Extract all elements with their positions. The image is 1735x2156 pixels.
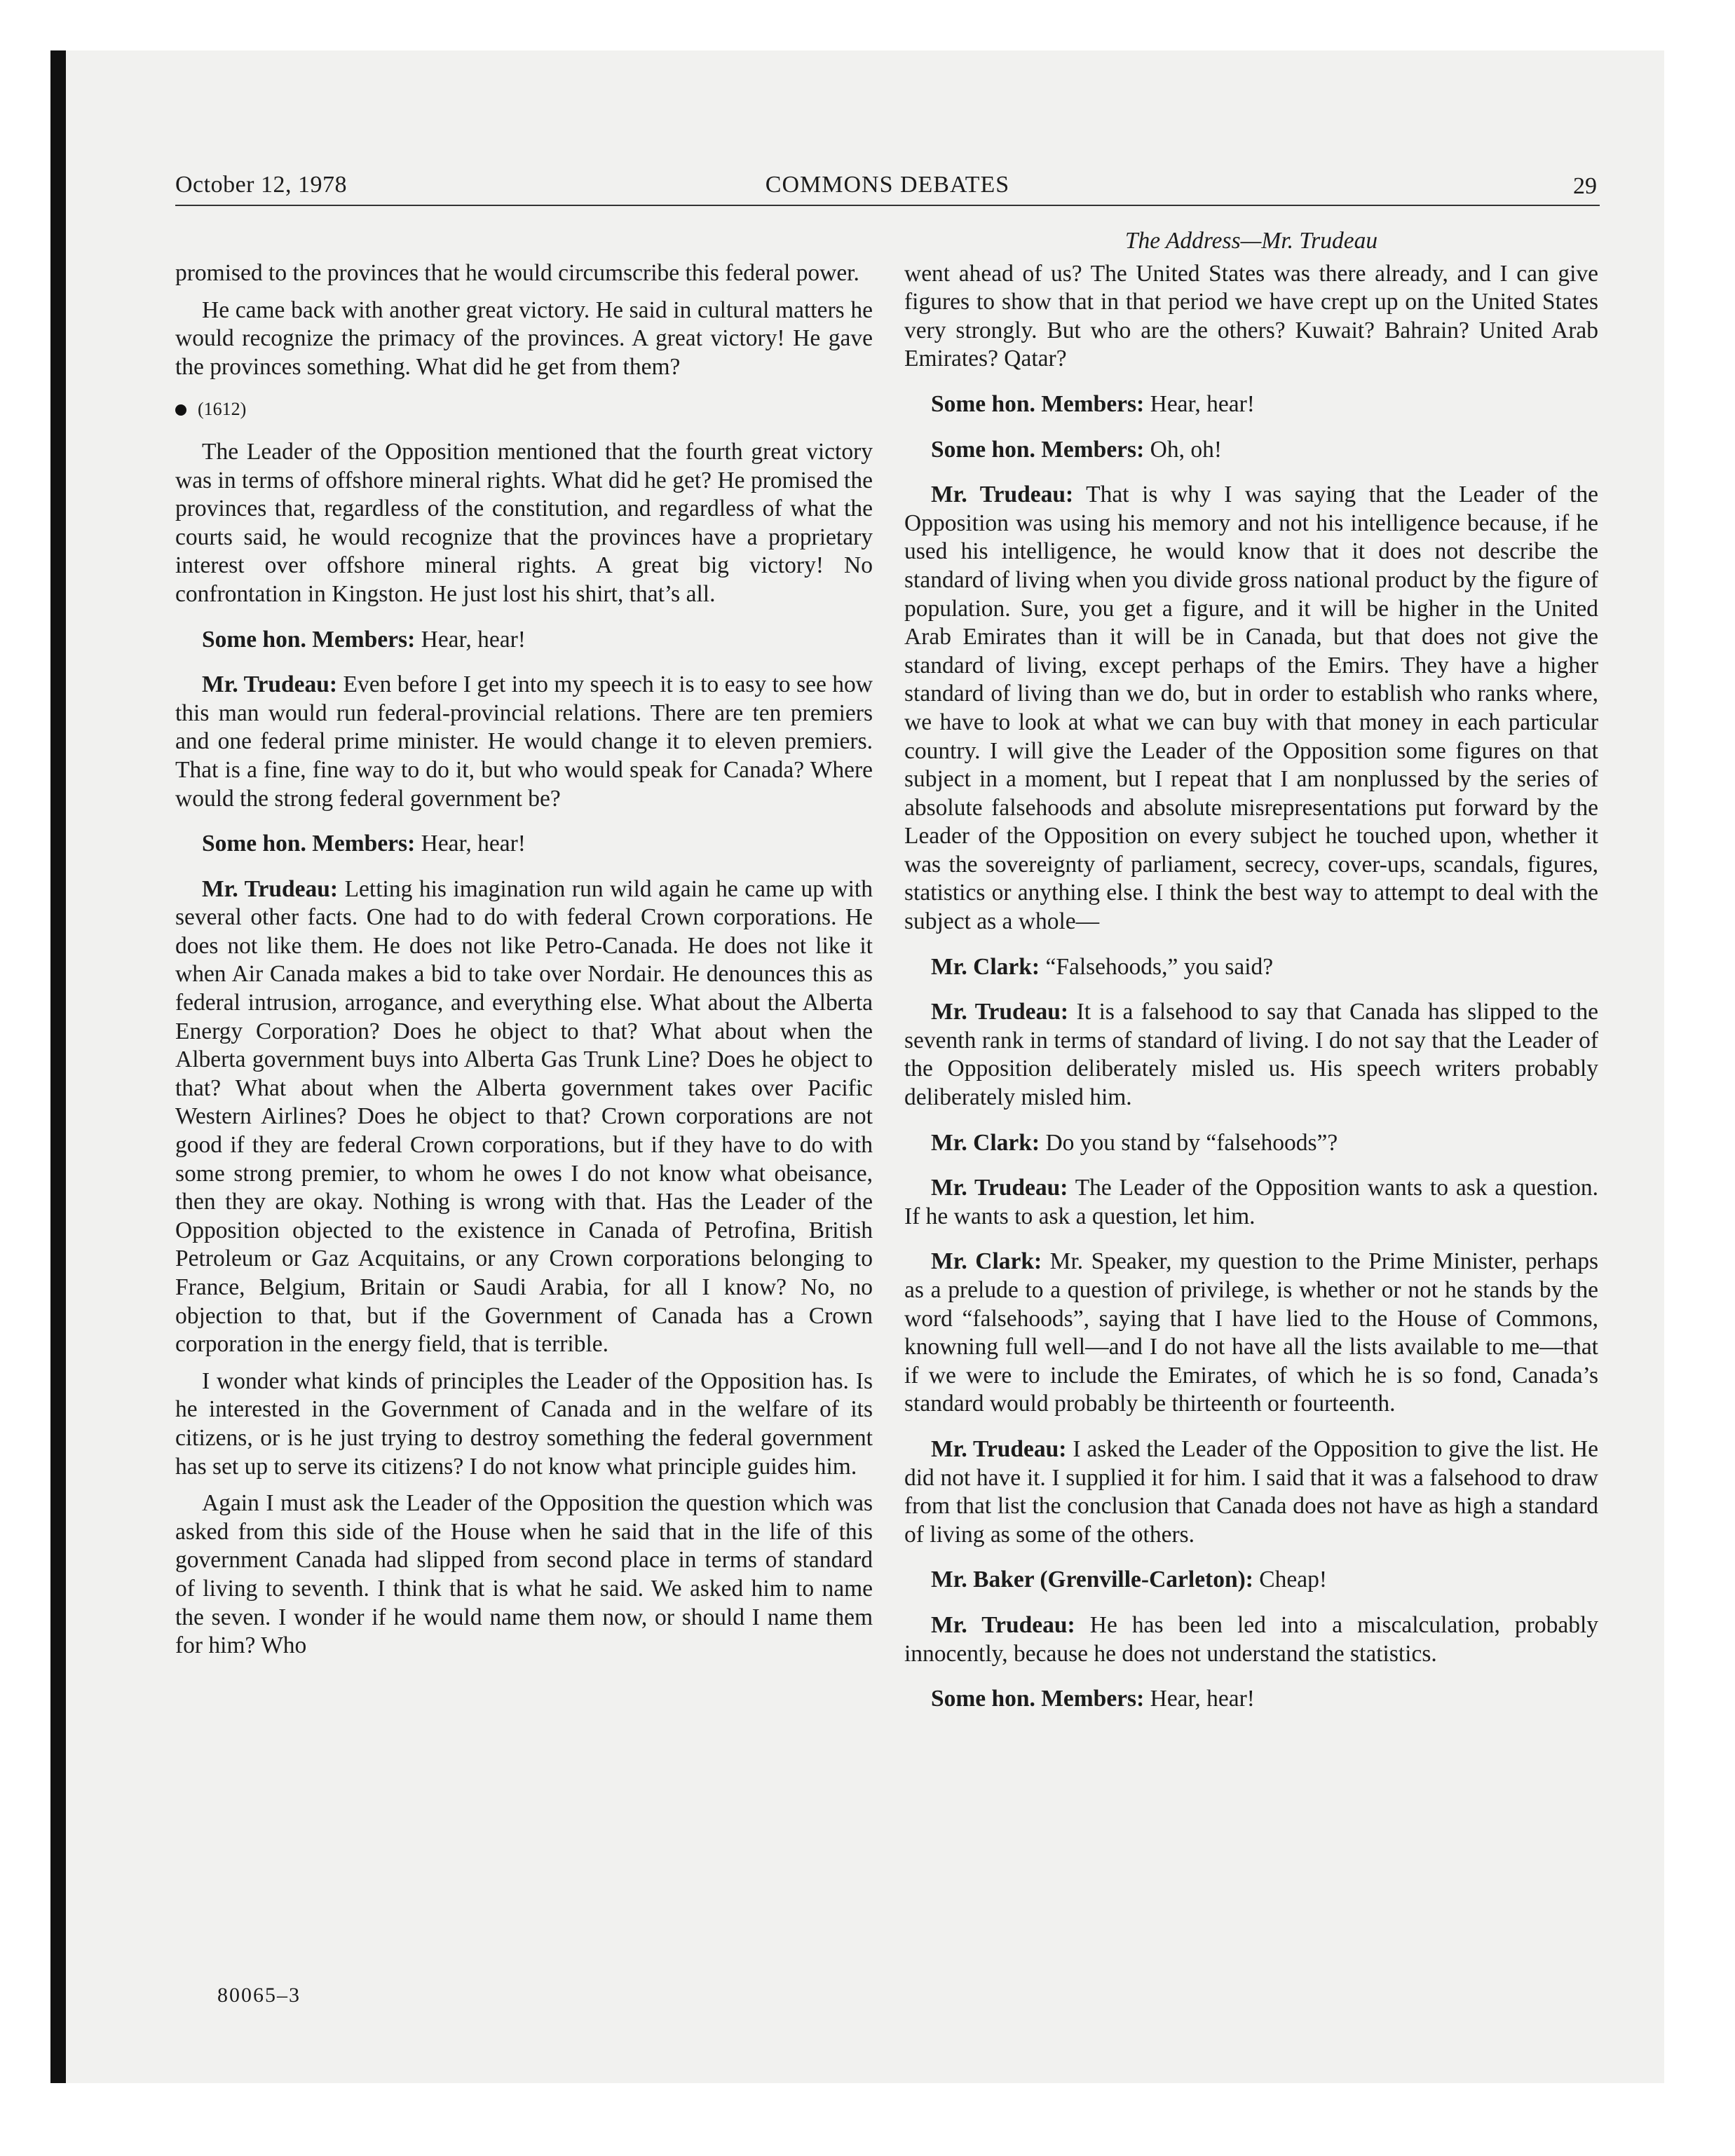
speaker-name: Mr. Trudeau: [931, 482, 1074, 508]
interjection [904, 953, 1598, 982]
speaker-name: Mr. Baker (Grenville-Carleton): [931, 1567, 1253, 1593]
speech [175, 875, 873, 1359]
speech [904, 1248, 1598, 1419]
speech-text: Do you stand by “falsehoods”? [1040, 1129, 1338, 1156]
speaker-name: Mr. Clark: [931, 953, 1040, 980]
speech-text: The Leader of the Opposition wants to ask a question. If he wants to ask a question, let him. [904, 1175, 1598, 1229]
left-column [175, 259, 873, 1669]
scan-edge [50, 50, 66, 2083]
speech-text: It is a falsehood to say that Canada has slipped to the seventh rank in terms of standard of living. I do not say that the Leader of the Opposition deliberately misled us. His speech writers probably deliberately misled him. [904, 999, 1598, 1111]
interjection [904, 1129, 1598, 1158]
paragraph: He came back with another great victory. He said in cultural matters he would recognize the primacy of the provinces. A great victory! He gave the provinces something. What did he get from them? [175, 296, 873, 380]
page-number: 29 [1573, 173, 1597, 199]
speech [904, 1435, 1598, 1549]
speaker-name: Mr. Trudeau: [931, 999, 1069, 1025]
column-title: The Address—Mr. Trudeau [1124, 228, 1378, 254]
speaker-name: Some hon. Members: [202, 626, 416, 653]
interjection [904, 1685, 1598, 1714]
paragraph: I wonder what kinds of principles the Leader of the Opposition has. Is he interested in the Government of Canada and in the welfare of its citizens, or is he just trying to destroy something the federal government has set up to serve its citizens? I do not know what principle guides him. [175, 1367, 873, 1480]
speech-text: That is why I was saying that the Leader of the Opposition was using his memory and not his intelligence because, if he used his intelligence, he would know that it does not describe the standard of living when you divide gross national product by the figure of population. Sure, you get a figure, and it will be higher in the United Arab Emirates than it will be in Canada, but that does not give the standard of living, except perhaps of the Emirs. They have a higher standard of living than we do, but in order to establish who ranks where, we have to look at what we can buy with that money in each particular country. I will give the Leader of the Opposition some figures on that subject in a moment, but I repeat that I am nonplussed by the series of absolute falsehoods and absolute misrepresentations put forward by the Leader of the Opposition on every subject he touched upon, whether it was the sovereignty of parliament, secrecy, cover-ups, scandals, figures, statistics or anything else. I think the best way to attempt to deal with the subject as a whole— [904, 482, 1598, 935]
speech-text: Hear, hear! [1144, 1686, 1255, 1712]
speech-text: Hear, hear! [1144, 390, 1255, 417]
bullet-icon [175, 404, 186, 416]
speaker-name: Mr. Trudeau: [931, 1175, 1068, 1201]
speech-text: I asked the Leader of the Opposition to give the list. He did not have it. I supplied it for him. I said that it was a falsehood to draw from that list the conclusion that Canada does not have as high a standard of living as some of the others. [904, 1435, 1599, 1548]
interjection [904, 1566, 1598, 1595]
interjection [904, 390, 1598, 419]
speaker-name: Mr. Trudeau: [931, 1611, 1075, 1638]
running-head [175, 171, 1600, 206]
speech-text: Oh, oh! [1144, 436, 1222, 463]
time-marker [175, 395, 873, 424]
speech-text: “Falsehoods,” you said? [1040, 953, 1274, 980]
paragraph: The Leader of the Opposition mentioned that the fourth great victory was in terms of offshore mineral rights. What did he get? He promised the provinces that, regardless of the constitution, and regardless of what the courts said, he would recognize that the provinces have a proprietary interest over offshore mineral rights. A great big victory! No confrontation in Kingston. He just lost his shirt, that’s all. [175, 438, 873, 607]
speech-text: Hear, hear! [415, 831, 526, 857]
paragraph: promised to the provinces that he would circumscribe this federal power. [175, 260, 859, 286]
speech-text: Letting his imagination run wild again he came up with several other facts. One had to do with federal Crown corporations. He does not like them. He does not like Petro-Canada. He does not like it when Air Canada makes a bid to take over Nordair. He denounces this as federal intrusion, arrogance, and everything else. What about the Alberta Energy Corporation? Does he object to that? What about when the Alberta government buys into Alberta Gas Trunk Line? Does he object to that? What about when the Alberta government takes over Pacific Western Airlines? Does he object to that? Crown corporations are not good if they are federal Crown corporations, but if they have to do with some strong premier, to whom he owes I do not know what obeisance, then they are okay. Nothing is wrong with that. Has the Leader of the Opposition objected to the existence in Canada of Petrofina, British Petroleum or Gaz Acquitains, or any Crown corporations belonging to France, Belgium, Britain or Saudi Arabia, for all I know? No, no objection to that, but if the Government of Canada has a Crown corporation in the energy field, that is terrible. [175, 875, 873, 1358]
speaker-name: Mr. Clark: [931, 1129, 1040, 1156]
speaker-name: Mr. Trudeau: [202, 671, 338, 698]
speech [904, 481, 1598, 936]
speech [904, 1174, 1598, 1231]
print-code: 80065–3 [217, 1984, 301, 2007]
speech-text: Mr. Speaker, my question to the Prime Minister, perhaps as a prelude to a question of privilege, is whether or not he stands by the word “falsehoods”, saying that I have lied to the House of Commons, knowning full well—and I do not have all the lists available to me—that if we were to include the Emirates, of which he is so fond, Canada’s standard would probably be thirteenth or fourteenth. [904, 1248, 1598, 1417]
speaker-name: Mr. Trudeau: [202, 875, 339, 902]
right-column [904, 227, 1598, 1731]
speaker-name: Some hon. Members: [202, 831, 416, 857]
speaker-name: Mr. Clark: [931, 1248, 1042, 1275]
speaker-name: Some hon. Members: [931, 1686, 1145, 1712]
paragraph: Again I must ask the Leader of the Opposition the question which was asked from this side of the House when he said that in the life of this government Canada had slipped from second place in terms of standard of living to seventh. I think that is what he said. We asked him to name the seven. I wonder if he would name them now, or should I name them for him? Who [175, 1490, 873, 1659]
interjection [175, 626, 873, 655]
header-publication: COMMONS DEBATES [765, 172, 1010, 198]
speech [904, 998, 1598, 1112]
speaker-name: Mr. Trudeau: [931, 1435, 1067, 1462]
speech [904, 1611, 1598, 1668]
speech-text: Hear, hear! [415, 626, 526, 653]
speech-text: Even before I get into my speech it is to easy to see how this man would run federal-provincial relations. There are ten premiers and one federal prime minister. He would change it to eleven premiers. That is a fine, fine way to do it, but who would speak for Canada? Where would the strong federal government be? [175, 671, 873, 812]
time-marker-label: (1612) [198, 399, 247, 420]
speaker-name: Some hon. Members: [931, 390, 1145, 417]
speech-text: Cheap! [1253, 1567, 1328, 1593]
speaker-name: Some hon. Members: [931, 436, 1145, 463]
interjection [904, 436, 1598, 465]
paragraph: went ahead of us? The United States was there already, and I can give figures to show that in that period we have crept up on the United States very strongly. But who are the others? Kuwait? Bahrain? United Arab Emirates? Qatar? [904, 260, 1598, 372]
speech [175, 671, 873, 813]
speech-text: He has been led into a miscalculation, probably innocently, because he does not understand the statistics. [904, 1611, 1599, 1667]
interjection [175, 830, 873, 859]
header-date: October 12, 1978 [175, 172, 348, 198]
